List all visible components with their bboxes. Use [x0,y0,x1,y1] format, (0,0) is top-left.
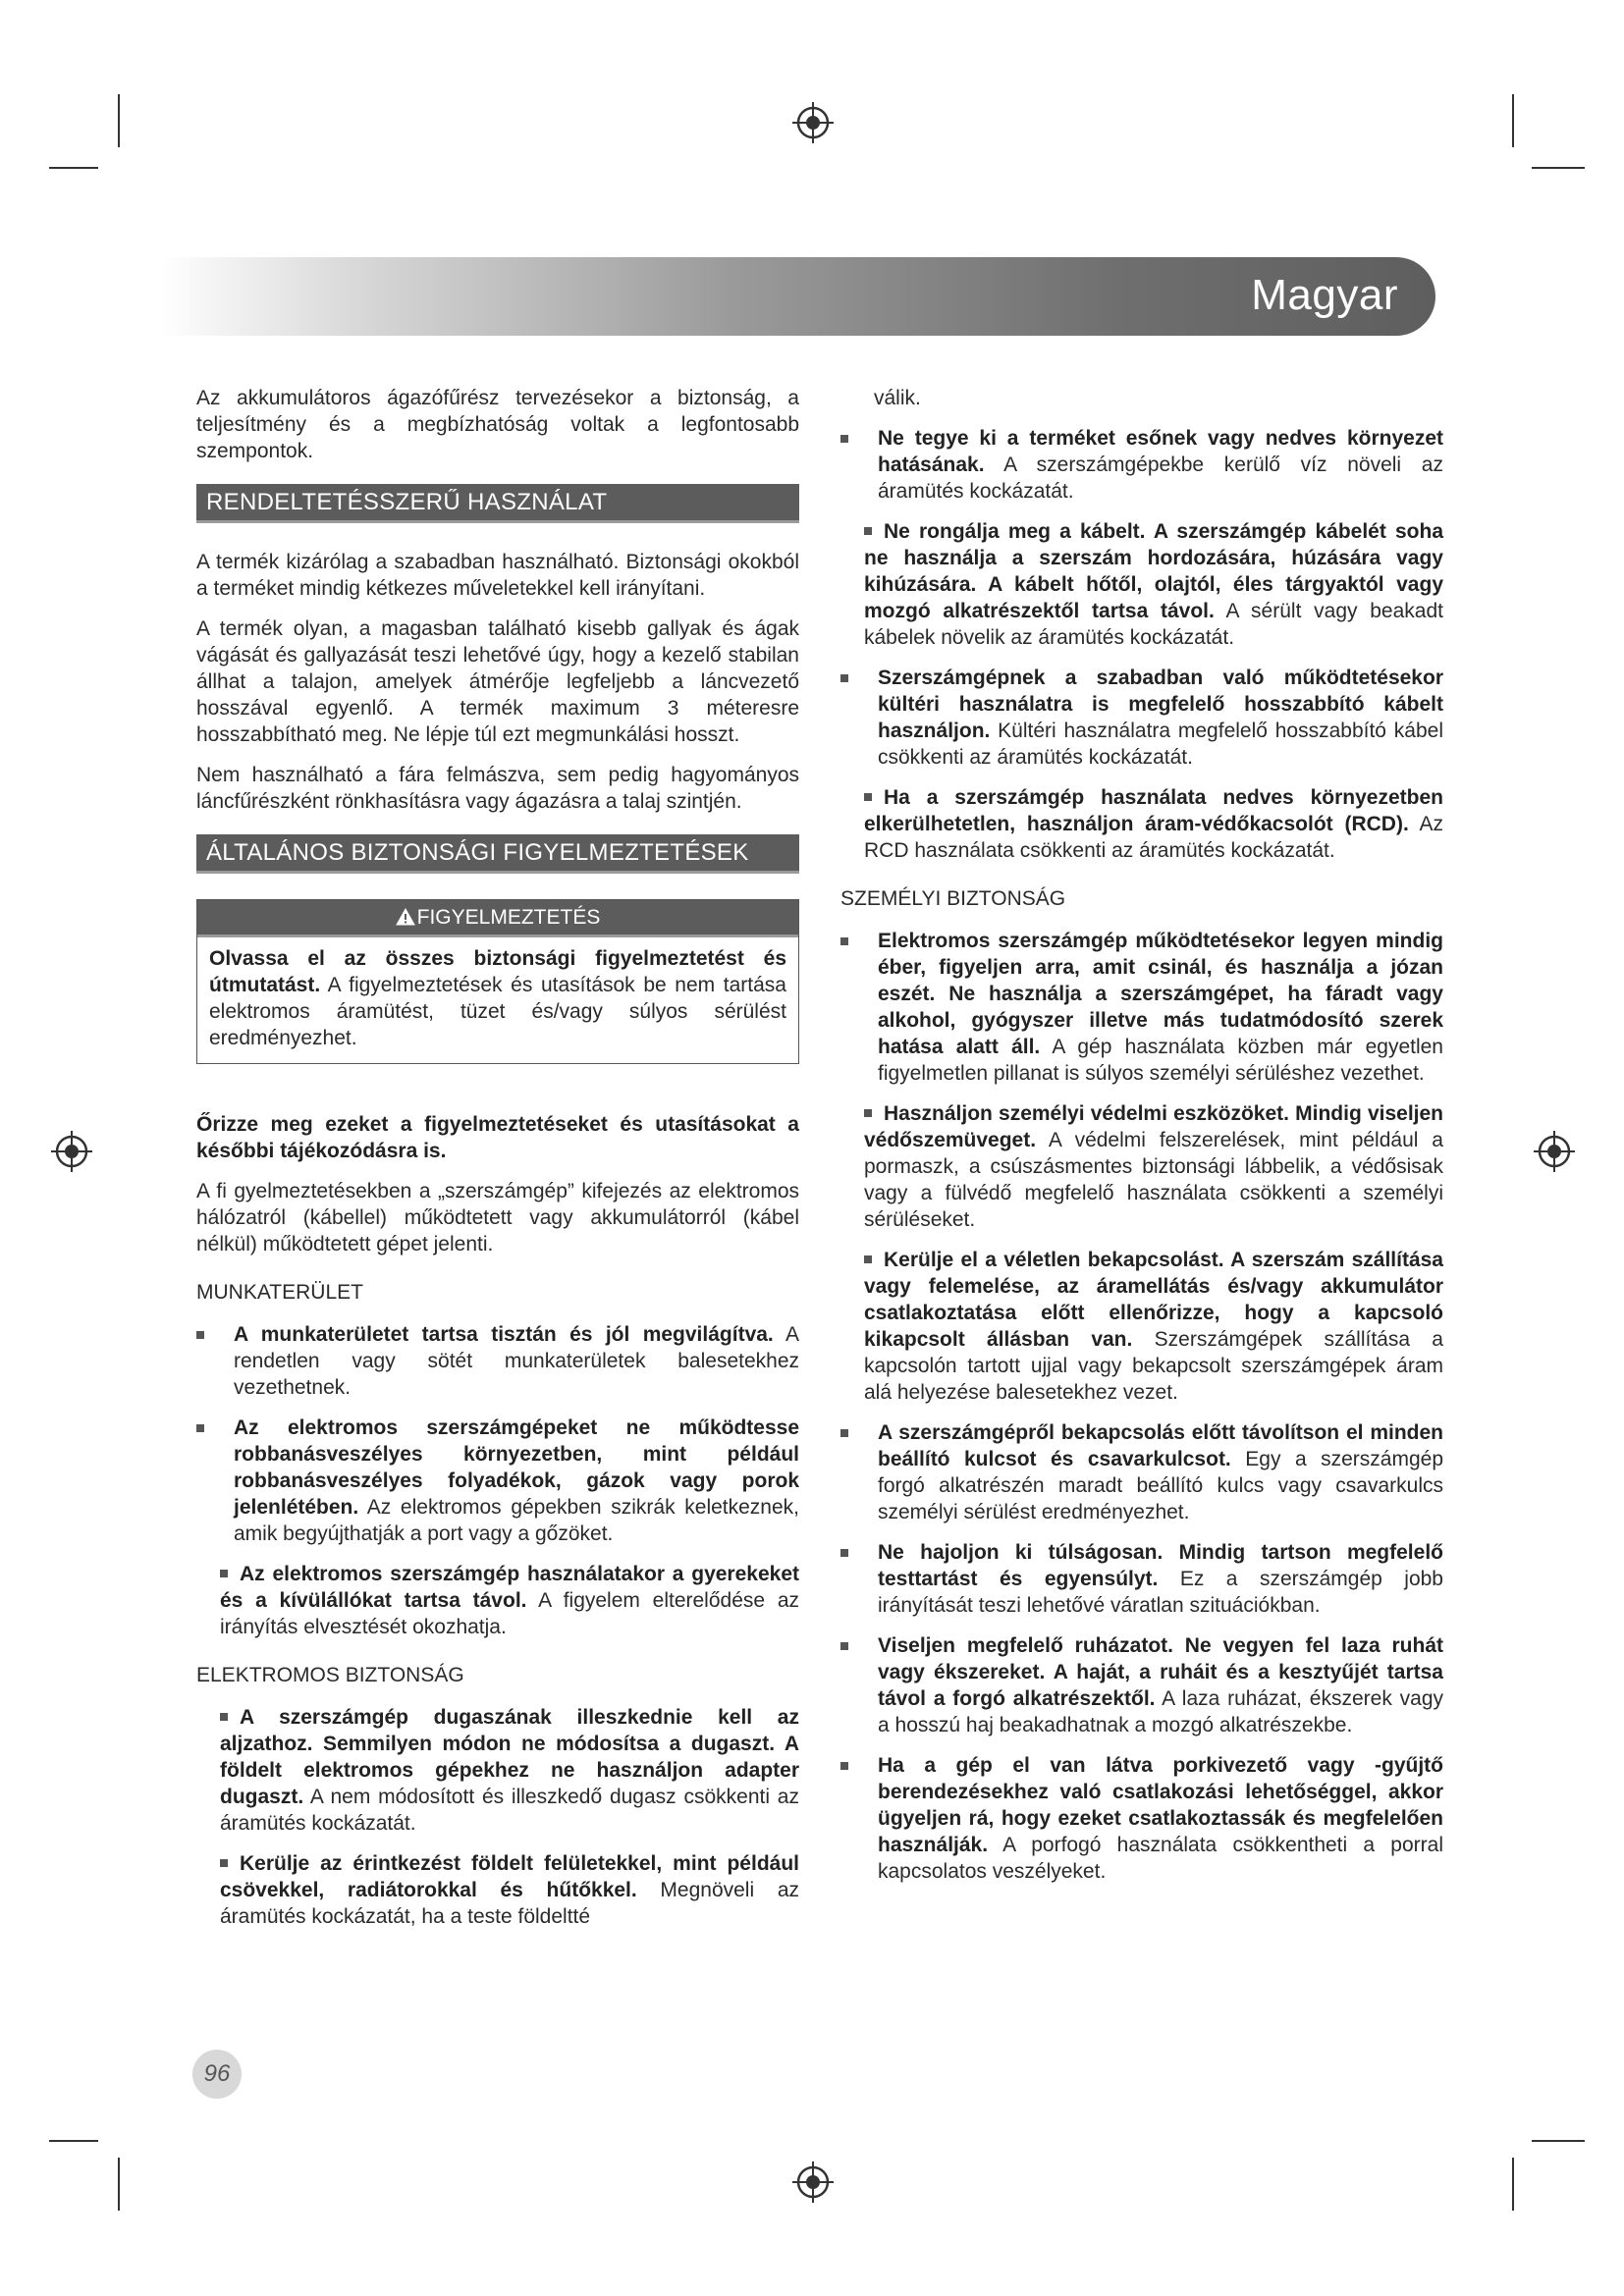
section-heading-intended-use: RENDELTETÉSSZERŰ HASZNÁLAT [196,484,799,523]
item-text: A rendetlen vagy sötét munkaterületek balesetekhez vezethetnek. [234,1323,799,1399]
list-item [840,425,1443,505]
item-bold: A szerszámgép dugaszának illeszkednie kell az aljzathoz. Semmilyen módon ne módosítsa a dugaszt. A földelt elektromos gépekhez ne használjon adapter dugaszt. [220,1706,799,1808]
warning-text: A figyelmeztetések és utasítások be nem tartása elektromos áramütést, tüzet és/vagy súlyos sérülést eredményezhet. [209,974,786,1049]
item-text: Szerszámgépek szállítása a kapcsolón tartott ujjal vagy bekapcsolt szerszámgépek áram alá helyezése balesetekhez vezet. [864,1328,1443,1404]
bullet-icon [220,1859,228,1867]
item-bold: Ne tegye ki a terméket esőnek vagy nedves környezet hatásának. [878,427,1443,476]
paragraph: Nem használható a fára felmászva, sem pedig hagyományos láncfűrészként rönkhasításra vagy ágazásra a talaj szintjén. [196,764,799,813]
item-bold: Szerszámgépnek a szabadban való működtetésekor kültéri használatra is megfelelő hosszabbító kábelt használjon. [878,667,1443,742]
list-item [196,1850,799,1930]
item-text: A védelmi felszerelések, mint például a pormaszk, a csúszásmentes biztonsági lábbelik, a védősisak vagy a fülvédő megfelelő használata csökkenti a személyi sérüléseket. [864,1129,1443,1231]
bullet-icon [864,1109,872,1117]
crop-mark [1532,167,1585,169]
list-item [196,1321,799,1401]
item-bold: A szerszámgépről bekapcsolás előtt távolítson el minden beállító kulcsot és csavarkulcsot. [878,1421,1443,1470]
list-item [840,518,1443,651]
item-bold: A munkaterületet tartsa tisztán és jól megvilágítva. [234,1323,774,1346]
item-text: A figyelem elterelődése az irányítás elvesztését okozhatja. [220,1589,799,1638]
item-text: Megnöveli az áramütés kockázatát, ha a teste földeltté [220,1879,800,1928]
item-bold: Az elektromos szerszámgép használatakor a gyerekeket és a kívülállókat tartsa távol. [220,1563,799,1612]
crop-mark [118,2158,120,2211]
item-bold: Kerülje az érintkezést földelt felületekkel, mint például csövekkel, radiátorokkal és hűtőkkel. [220,1852,799,1901]
paragraph: A termék olyan, a magasban található kisebb gallyak és ágak vágását és gallyazását teszi lehetővé úgy, hogy a kezelő stabilan állhat a talajon, amelyek átmérője legfeljebb a láncvezető hosszával egyenlő. A termék maximum 3 méteresre hosszabbítható meg. Ne lépje túl ezt megmunkálási hosszt. [196,617,799,746]
warning-triangle-icon [396,908,415,926]
warning-header [197,900,798,937]
warning-body [197,937,798,1063]
bullet-icon [220,1713,228,1721]
item-text: Egy a szerszámgép forgó alkatrészén maradt beállító kulcs vagy csavarkulcs személyi sérülést eredményezhet. [878,1448,1443,1523]
bullet-icon [864,1255,872,1263]
paragraph: A termék kizárólag a szabadban használható. Biztonsági okokból a terméket mindig kétkezes műveletekkel kell irányítani. [196,551,799,600]
language-title: Magyar [1251,271,1398,319]
crop-mark [1532,2140,1585,2142]
registration-mark-icon [49,1129,94,1174]
list-item [840,1752,1443,1885]
list-item [840,1247,1443,1406]
item-bold: Az elektromos szerszámgépeket ne működtesse robbanásveszélyes környezetben, mint például robbanásveszélyes folyadékok, gázok vagy porok jelenlétében. [234,1416,799,1519]
keep-instructions [196,1111,799,1164]
item-text: A sérült vagy beakadt kábelek növelik az áramütés kockázatát. [864,600,1443,649]
list-item [840,665,1443,771]
item-text: Az elektromos gépekben szikrák keletkeznek, amik begyújthatják a port vagy a gőzöket. [234,1496,799,1545]
right-column [840,385,1443,1898]
item-text: A nem módosított és illeszkedő dugasz csökkenti az áramütés kockázatát. [220,1786,799,1835]
page-number: 96 [192,2050,242,2099]
bullet-icon [864,527,872,535]
bullet-icon [864,793,872,801]
item-text: Az RCD használata csökkenti az áramütés kockázatát. [864,813,1443,862]
list-item [196,1561,799,1640]
left-column [196,385,799,1944]
language-header-bar [159,257,1435,336]
warning-box [196,899,799,1064]
item-bold: Használjon személyi védelmi eszközöket. Mindig viseljen védőszemüveget. [864,1102,1443,1151]
item-bold: Ne hajoljon ki túlságosan. Mindig tartson megfelelő testtartást és egyensúlyt. [878,1541,1443,1590]
definition-paragraph: A fi gyelmeztetésekben a „szerszámgép” kifejezés az elektromos hálózatról (kábellel) működtetett vagy akkumulátorról (kábel nélkül) működtetett gépet jelenti. [196,1180,799,1255]
item-text: Ez a szerszámgép jobb irányítását teszi lehetővé váratlan szituációkban. [878,1568,1443,1617]
registration-mark-icon [790,100,836,145]
list-item [840,1539,1443,1619]
warning-bold: Olvassa el az összes biztonsági figyelmeztetést és útmutatást. [209,947,786,996]
intro-paragraph: Az akkumulátoros ágazófűrész tervezésekor a biztonság, a teljesítmény és a megbízhatóság voltak a legfontosabb szempontok. [196,387,799,462]
item-bold: Ha a szerszámgép használata nedves környezetben elkerülhetetlen, használjon áram-védőkacsolót (RCD). [864,786,1443,835]
crop-mark [1512,94,1514,147]
item-bold: Ha a gép el van látva porkivezető vagy -gyűjtő berendezésekhez való csatlakozási lehetőséggel, akkor ügyeljen rá, hogy ezeket csatlakoztassák és megfelelően használják. [878,1754,1443,1856]
subheading-work-area: MUNKATERÜLET [196,1281,363,1304]
crop-mark [1512,2158,1514,2211]
list-item [196,1415,799,1547]
bullet-icon [220,1570,228,1577]
item-text: Kültéri használatra megfelelő hosszabbító kábel csökkenti az áramütés kockázatát. [878,720,1443,769]
list-item [840,1100,1443,1233]
warning-title: FIGYELMEZTETÉS [416,906,601,929]
item-text: A szerszámgépekbe kerülő víz növeli az áramütés kockázatát. [878,454,1443,503]
item-text: A porfogó használata csökkentheti a porral kapcsolatos veszélyeket. [878,1834,1443,1883]
crop-mark [118,94,120,147]
subheading-electrical-safety: ELEKTROMOS BIZTONSÁG [196,1664,464,1686]
list-item [840,928,1443,1087]
list-item [196,1704,799,1837]
list-item [840,784,1443,864]
item-bold: Viseljen megfelelő ruházatot. Ne vegyen fel laza ruhát vagy ékszereket. A haját, a ruháit és a kesztyűjét tartsa távol a forgó alkatrészektől. [878,1634,1443,1710]
list-item [840,1632,1443,1738]
continuation-text: válik. [874,387,921,409]
registration-mark-icon [790,2160,836,2205]
item-bold: Elektromos szerszámgép működtetésekor legyen mindig éber, figyeljen arra, amit csinál, és használja a józan eszét. Ne használja a szerszámgépet, ha fáradt vagy alkohol, gyógyszer illetve más tudatmódosító szerek hatása alatt áll. [878,930,1443,1058]
item-text: A laza ruházat, ékszerek vagy a hosszú haj beakadhatnak a mozgó alkatrészekbe. [878,1687,1444,1736]
crop-mark [49,2140,98,2142]
item-text: A gép használata közben már egyetlen figyelmetlen pillanat is súlyos személyi sérüléshez vezethet. [878,1036,1443,1085]
registration-mark-icon [1532,1129,1577,1174]
keep-instructions-bold: Őrizze meg ezeket a figyelmeztetéseket és utasításokat a későbbi tájékozódásra is. [196,1113,799,1162]
crop-mark [49,167,98,169]
subheading-personal-safety: SZEMÉLYI BIZTONSÁG [840,887,1066,910]
list-item [840,1419,1443,1525]
item-bold: Ne rongálja meg a kábelt. A szerszámgép kábelét soha ne használja a szerszám hordozására, húzására vagy kihúzására. A kábelt hőtől, olajtól, éles tárgyaktól vagy mozgó alkatrészektől tartsa távol. [864,520,1443,622]
item-bold: Kerülje el a véletlen bekapcsolást. A szerszám szállítása vagy felemelése, az áramellátás és/vagy akkumulátor csatlakoztatása előtt ellenőrizze, hogy a kapcsoló kikapcsolt állásban van. [864,1249,1443,1351]
section-heading-general-safety: ÁLTALÁNOS BIZTONSÁGI FIGYELMEZTETÉSEK [196,834,799,874]
